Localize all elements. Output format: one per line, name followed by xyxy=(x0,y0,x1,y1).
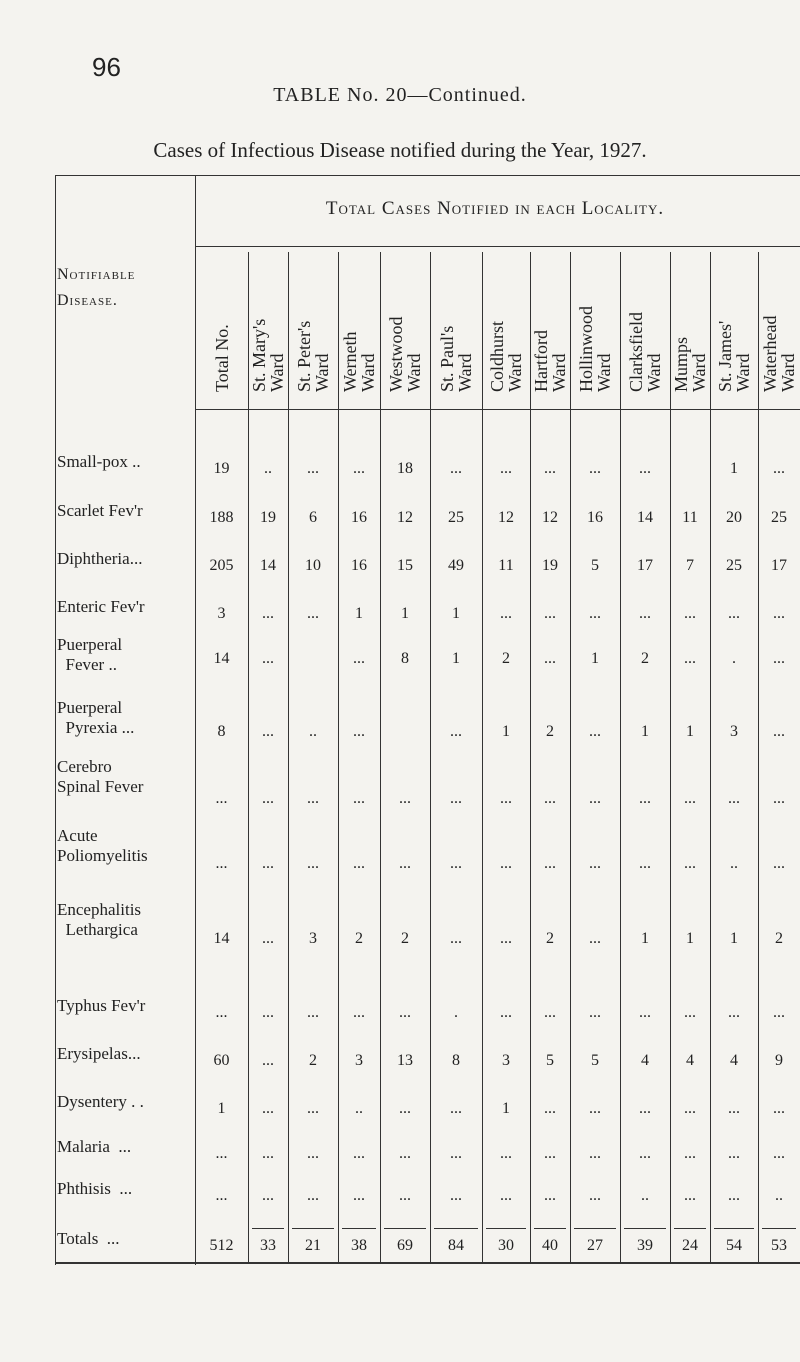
table-cell: ... xyxy=(684,1145,696,1162)
table-cell: 4 xyxy=(730,1052,738,1069)
disease-name: Erysipelas... xyxy=(57,1044,141,1063)
table-cell: ... xyxy=(500,605,512,622)
table-cell: ... xyxy=(500,930,512,947)
table-cell: ... xyxy=(589,1187,601,1204)
disease-name: Encephalitis Lethargica xyxy=(57,900,142,939)
table-cell: 12 xyxy=(498,509,514,526)
table-cell: 60 xyxy=(213,1052,230,1069)
disease-name: Totals ... xyxy=(57,1229,120,1248)
table-cell: 1 xyxy=(355,605,363,622)
table-cell: 1 xyxy=(502,1100,510,1117)
table-cell: ... xyxy=(262,1052,274,1069)
column-header-label: Clarksfield Ward xyxy=(626,312,664,392)
table-cell: ... xyxy=(399,790,411,807)
table-cell: ... xyxy=(773,723,785,740)
table-cell: ... xyxy=(353,650,365,667)
table-cell: ... xyxy=(262,723,274,740)
disease-name: Small-pox .. xyxy=(57,452,141,471)
column-header xyxy=(710,252,758,392)
disease-header-line: Notifiable xyxy=(57,266,136,283)
disease-name: Acute Poliomyelitis xyxy=(57,826,148,865)
table-cell: 11 xyxy=(682,509,698,526)
table-cell: 19 xyxy=(260,509,276,526)
table-cell: ... xyxy=(450,855,462,872)
disease-name: Typhus Fev'r xyxy=(57,996,146,1015)
table-cell: ... xyxy=(773,1145,785,1162)
table-cell: ... xyxy=(589,605,601,622)
table-cell: ... xyxy=(262,930,274,947)
table-cell: .. xyxy=(309,723,317,740)
table-cell: ... xyxy=(728,605,740,622)
table-cell: 30 xyxy=(498,1237,514,1254)
table-cell: ... xyxy=(589,460,601,477)
column-header-label: Coldhurst Ward xyxy=(487,320,525,392)
table-cell: 25 xyxy=(726,557,742,574)
table-cell: ... xyxy=(544,1100,556,1117)
table-cell: ... xyxy=(450,790,462,807)
table-cell: 5 xyxy=(546,1052,554,1069)
table-cell: . xyxy=(454,1004,458,1021)
table-cell: 12 xyxy=(542,509,558,526)
column-header-label: St. Peter's Ward xyxy=(294,320,332,392)
disease-name: Dysentery . . xyxy=(57,1092,144,1111)
table-cell: ... xyxy=(399,1187,411,1204)
table-cell: 7 xyxy=(686,557,694,574)
table-cell: 15 xyxy=(397,557,413,574)
table-cell: 4 xyxy=(686,1052,694,1069)
table-cell: ... xyxy=(399,1145,411,1162)
table-cell: ... xyxy=(544,855,556,872)
table-cell: ... xyxy=(500,1004,512,1021)
table-cell: ... xyxy=(544,1004,556,1021)
disease-name: Puerperal Fever .. xyxy=(57,635,123,674)
table-cell: ... xyxy=(353,1145,365,1162)
table-cell: 2 xyxy=(546,930,554,947)
table-cell: ... xyxy=(262,1145,274,1162)
table-cell: ... xyxy=(639,460,651,477)
table-cell: 27 xyxy=(587,1237,603,1254)
table-left-rule xyxy=(55,175,56,1265)
table-cell: 13 xyxy=(397,1052,413,1069)
table-cell: 9 xyxy=(775,1052,783,1069)
table-cell: 1 xyxy=(730,930,738,947)
table-cell: ... xyxy=(639,855,651,872)
table-cell: ... xyxy=(500,1187,512,1204)
table-cell: ... xyxy=(215,790,228,807)
table-cell: ... xyxy=(353,460,365,477)
disease-name: Enteric Fev'r xyxy=(57,597,145,616)
table-cell: ... xyxy=(728,1100,740,1117)
table-cell: 25 xyxy=(448,509,464,526)
table-cell: 5 xyxy=(591,1052,599,1069)
table-cell: 3 xyxy=(217,605,226,622)
column-header-label: Westwood Ward xyxy=(386,316,424,392)
table-cell: 16 xyxy=(587,509,603,526)
totals-rule xyxy=(342,1228,376,1229)
table-cell: ... xyxy=(262,650,274,667)
table-cell: ... xyxy=(639,605,651,622)
column-header xyxy=(670,252,710,392)
table-cell: ... xyxy=(773,460,785,477)
table-cell: ... xyxy=(399,1004,411,1021)
table-cell: ... xyxy=(262,605,274,622)
table-cell: 2 xyxy=(775,930,783,947)
table-cell: ... xyxy=(307,460,319,477)
table-cell: ... xyxy=(773,1004,785,1021)
column-header xyxy=(570,252,620,392)
table-cell: 16 xyxy=(351,557,367,574)
table-cell: .. xyxy=(775,1187,783,1204)
table-cell: ... xyxy=(262,790,274,807)
table-cell: ... xyxy=(215,1004,228,1021)
totals-rule xyxy=(762,1228,796,1229)
disease-header-line: Disease. xyxy=(57,292,118,309)
column-header xyxy=(530,252,570,392)
table-cell: ... xyxy=(728,790,740,807)
table-cell: 14 xyxy=(213,650,230,667)
table-cell: 3 xyxy=(309,930,317,947)
table-cell: ... xyxy=(684,790,696,807)
table-cell: 10 xyxy=(305,557,321,574)
table-cell: ... xyxy=(728,1004,740,1021)
totals-rule xyxy=(486,1228,526,1229)
table-cell: ... xyxy=(684,1100,696,1117)
table-cell: ... xyxy=(773,605,785,622)
table-cell: 5 xyxy=(591,557,599,574)
table-cell: ... xyxy=(450,1100,462,1117)
table-cell: ... xyxy=(307,605,319,622)
disease-name: Cerebro Spinal Fever xyxy=(57,757,144,796)
table-cell: ... xyxy=(307,1187,319,1204)
table-cell: ... xyxy=(589,930,601,947)
totals-rule xyxy=(384,1228,426,1229)
table-cell: ... xyxy=(684,855,696,872)
table-cell: 6 xyxy=(309,509,317,526)
table-cell: ... xyxy=(589,855,601,872)
table-cell: ... xyxy=(589,723,601,740)
table-cell: ... xyxy=(684,1187,696,1204)
table-cell: ... xyxy=(684,1004,696,1021)
disease-name: Scarlet Fev'r xyxy=(57,501,143,520)
table-cell: 16 xyxy=(351,509,367,526)
table-subtitle: Cases of Infectious Disease notified during the Year, 1927. xyxy=(153,138,647,162)
table-cell: 4 xyxy=(641,1052,649,1069)
table-cell: ... xyxy=(262,1187,274,1204)
table-cell: 8 xyxy=(217,723,226,740)
table-cell: 2 xyxy=(641,650,649,667)
column-header xyxy=(430,252,482,392)
column-header xyxy=(380,252,430,392)
column-header-label: St. James' Ward xyxy=(715,320,753,392)
table-cell: 2 xyxy=(546,723,554,740)
table-cell: 512 xyxy=(209,1237,234,1254)
column-header-label: Hollinwood Ward xyxy=(576,305,614,392)
table-cell: 38 xyxy=(351,1237,367,1254)
table-cell: 69 xyxy=(397,1237,413,1254)
totals-rule xyxy=(292,1228,334,1229)
table-cell: .. xyxy=(641,1187,649,1204)
table-cell: 21 xyxy=(305,1237,321,1254)
table-cell: 18 xyxy=(397,460,413,477)
column-header xyxy=(620,252,670,392)
disease-column-header xyxy=(57,262,135,314)
table-cell: 1 xyxy=(452,605,460,622)
table-cell: ... xyxy=(639,790,651,807)
table-cell: ... xyxy=(589,1100,601,1117)
table-cell: 84 xyxy=(448,1237,464,1254)
table-cell: ... xyxy=(450,460,462,477)
table-cell: 33 xyxy=(260,1237,276,1254)
table-cell: 17 xyxy=(637,557,653,574)
table-cell: ... xyxy=(684,650,696,667)
table-cell: 19 xyxy=(213,460,230,477)
table-cell: .. xyxy=(355,1100,363,1117)
table-cell: ... xyxy=(307,1004,319,1021)
table-cell: ... xyxy=(544,1187,556,1204)
column-header xyxy=(195,252,248,392)
table-cell: 2 xyxy=(355,930,363,947)
column-header-label: St. Mary's Ward xyxy=(249,318,287,392)
table-cell: ... xyxy=(450,723,462,740)
table-cell: ... xyxy=(544,605,556,622)
column-header-label: Mumps Ward xyxy=(671,336,709,392)
totals-rule xyxy=(534,1228,566,1229)
table-cell: ... xyxy=(544,790,556,807)
disease-name: Malaria ... xyxy=(57,1137,132,1156)
table-cell: 1 xyxy=(591,650,599,667)
table-cell: 188 xyxy=(209,509,234,526)
table-cell: ... xyxy=(773,650,785,667)
table-cell: ... xyxy=(215,1187,228,1204)
table-cell: 11 xyxy=(498,557,514,574)
table-cell: ... xyxy=(544,1145,556,1162)
table-cell: 8 xyxy=(452,1052,460,1069)
table-cell: ... xyxy=(353,855,365,872)
table-cell: 17 xyxy=(771,557,787,574)
table-cell: 14 xyxy=(637,509,653,526)
table-cell: 1 xyxy=(217,1100,226,1117)
table-cell: ... xyxy=(450,1145,462,1162)
table-cell: ... xyxy=(728,1145,740,1162)
table-cell: ... xyxy=(773,855,785,872)
disease-name: Diphtheria... xyxy=(57,549,143,568)
column-header xyxy=(248,252,288,392)
column-header-label: Hartford Ward xyxy=(531,330,569,392)
table-cell: 1 xyxy=(502,723,510,740)
table-cell: 1 xyxy=(730,460,738,477)
totals-rule xyxy=(434,1228,478,1229)
table-cell: ... xyxy=(639,1145,651,1162)
table-cell: 53 xyxy=(771,1237,787,1254)
page-number: 96 xyxy=(92,52,121,82)
table-cell: ... xyxy=(589,1145,601,1162)
table-cell: 1 xyxy=(686,930,694,947)
table-cell: ... xyxy=(544,460,556,477)
column-header-label: Waterhead Ward xyxy=(760,315,798,392)
table-cell: 2 xyxy=(502,650,510,667)
table-cell: ... xyxy=(500,1145,512,1162)
table-cell: ... xyxy=(307,855,319,872)
table-cell: ... xyxy=(307,790,319,807)
table-cell: ... xyxy=(262,855,274,872)
table-cell: 49 xyxy=(448,557,464,574)
table-cell: ... xyxy=(773,790,785,807)
table-cell: ... xyxy=(262,1100,274,1117)
disease-name: Phthisis ... xyxy=(57,1179,133,1198)
table-cell: 3 xyxy=(730,723,738,740)
table-cell: ... xyxy=(353,723,365,740)
totals-rule xyxy=(624,1228,666,1229)
table-bottom-rule xyxy=(55,1262,800,1264)
table-cell: ... xyxy=(353,1187,365,1204)
table-cell: 20 xyxy=(726,509,742,526)
table-cell: .. xyxy=(730,855,738,872)
table-cell: 19 xyxy=(542,557,558,574)
table-cell: 1 xyxy=(452,650,460,667)
table-cell: 39 xyxy=(637,1237,653,1254)
table-cell: 3 xyxy=(502,1052,510,1069)
table-cell: 2 xyxy=(309,1052,317,1069)
table-cell: ... xyxy=(639,1100,651,1117)
table-cell: ... xyxy=(215,1145,228,1162)
table-cell: ... xyxy=(728,1187,740,1204)
table-cell: 12 xyxy=(397,509,413,526)
table-cell: ... xyxy=(450,1187,462,1204)
table-cell: ... xyxy=(262,1004,274,1021)
table-cell: ... xyxy=(353,790,365,807)
table-cell: 8 xyxy=(401,650,409,667)
table-cell: 3 xyxy=(355,1052,363,1069)
table-cell: ... xyxy=(500,790,512,807)
table-cell: . xyxy=(732,650,736,667)
table-cell: 1 xyxy=(641,723,649,740)
table-cell: ... xyxy=(307,1145,319,1162)
table-cell: ... xyxy=(353,1004,365,1021)
column-header-label: Werneth Ward xyxy=(340,331,378,392)
table-cell: 24 xyxy=(682,1237,698,1254)
table-cell: ... xyxy=(639,1004,651,1021)
table-cell: 1 xyxy=(686,723,694,740)
locality-rule xyxy=(195,246,800,247)
table-cell: 25 xyxy=(771,509,787,526)
table-cell: 2 xyxy=(401,930,409,947)
table-cell: ... xyxy=(500,460,512,477)
table-title: TABLE No. 20—Continued. xyxy=(273,84,527,106)
column-header xyxy=(482,252,530,392)
totals-rule xyxy=(252,1228,284,1229)
totals-rule xyxy=(574,1228,616,1229)
table-cell: ... xyxy=(307,1100,319,1117)
table-cell: .. xyxy=(264,460,272,477)
table-cell: ... xyxy=(399,855,411,872)
table-cell: ... xyxy=(215,855,228,872)
column-header xyxy=(338,252,380,392)
table-cell: ... xyxy=(589,1004,601,1021)
table-cell: ... xyxy=(684,605,696,622)
column-header xyxy=(288,252,338,392)
column-header-label: Total No. xyxy=(211,324,232,392)
disease-name: Puerperal Pyrexia ... xyxy=(57,698,135,737)
table-cell: 54 xyxy=(726,1237,742,1254)
table-top-rule xyxy=(55,175,800,176)
totals-rule xyxy=(674,1228,706,1229)
table-cell: 205 xyxy=(209,557,234,574)
table-cell: ... xyxy=(773,1100,785,1117)
locality-caption: Total Cases Notified in each Locality. xyxy=(325,198,665,219)
table-cell: 1 xyxy=(401,605,409,622)
table-cell: 40 xyxy=(542,1237,558,1254)
totals-rule xyxy=(714,1228,754,1229)
table-cell: ... xyxy=(544,650,556,667)
table-cell: 1 xyxy=(641,930,649,947)
table-cell: 14 xyxy=(260,557,276,574)
table-cell: ... xyxy=(589,790,601,807)
table-cell: ... xyxy=(450,930,462,947)
column-header xyxy=(758,252,800,392)
table-cell: ... xyxy=(500,855,512,872)
table-cell: ... xyxy=(399,1100,411,1117)
table-cell: 14 xyxy=(213,930,230,947)
column-header-label: St. Paul's Ward xyxy=(437,325,475,392)
